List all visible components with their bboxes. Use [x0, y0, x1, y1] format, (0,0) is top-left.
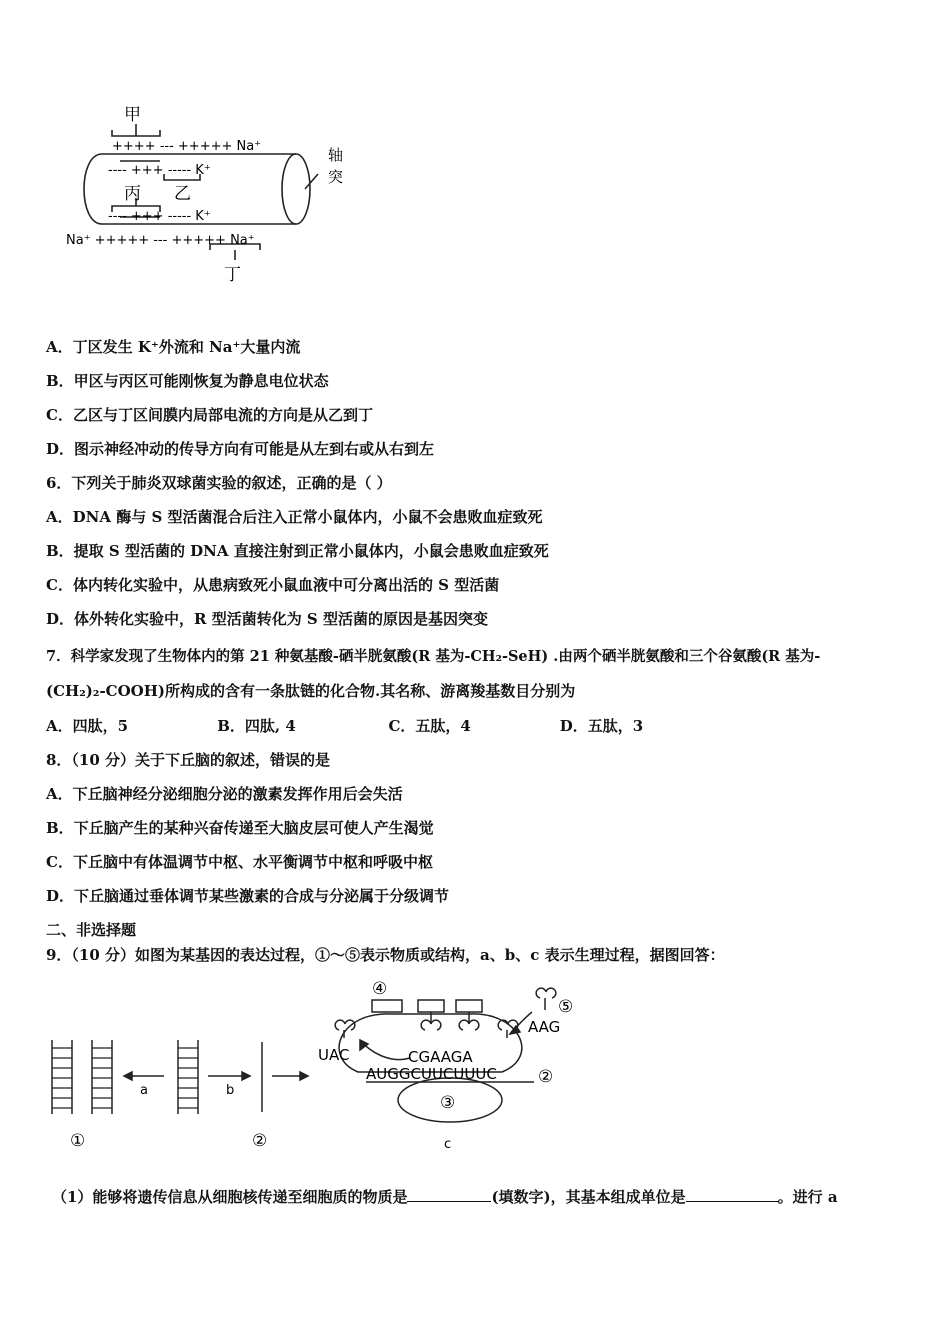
fig2-arrow-a: a — [140, 1083, 148, 1098]
fig2-arrow-b: b — [226, 1083, 235, 1098]
q8-option-c: C．下丘脑中有体温调节中枢、水平衡调节中枢和呼吸中枢 — [46, 853, 433, 871]
q7-option-c: C．五肽，4 — [388, 717, 471, 735]
fig2-num5: ⑤ — [558, 997, 574, 1017]
row1-charges: ++++ --- +++++ Na⁺ — [112, 139, 262, 154]
row4-charges: Na⁺ +++++ --- +++++ Na⁺ — [66, 233, 255, 248]
label-bing: 丙 — [124, 184, 141, 204]
q7-options — [46, 715, 643, 736]
q6-option-c: C．体内转化实验中，从患病致死小鼠血液中可分离出活的 S 型活菌 — [46, 576, 500, 594]
row3-charges: ---- +++ ----- K⁺ — [108, 209, 211, 224]
fig2-num2: ② — [252, 1131, 268, 1151]
axon-label-1: 轴 — [328, 146, 344, 164]
q7-option-a: A．四肽，5 — [46, 717, 129, 735]
fig2-num1: ① — [70, 1131, 86, 1151]
fig2-cgaaga: CGAAGA — [408, 1048, 473, 1066]
q8-option-b: B．下丘脑产生的某种兴奋传递至大脑皮层可使人产生渴觉 — [46, 819, 434, 837]
q5-option-c: C．乙区与丁区间膜内局部电流的方向是从乙到丁 — [46, 406, 373, 424]
q5-option-d: D．图示神经冲动的传导方向有可能是从左到右或从右到左 — [46, 440, 435, 458]
label-yi: 乙 — [174, 184, 191, 204]
q6-option-b: B．提取 S 型活菌的 DNA 直接注射到正常小鼠体内，小鼠会患败血症致死 — [46, 542, 549, 560]
q9-sub1 — [52, 1186, 838, 1207]
gene-expression-diagram — [40, 972, 600, 1157]
fig2-num3: ③ — [440, 1093, 456, 1113]
section-title: 二、非选择题 — [46, 921, 137, 939]
label-ding: 丁 — [224, 265, 241, 285]
axon-label-2: 突 — [328, 168, 344, 186]
q6-option-a: A．DNA 酶与 S 型活菌混合后注入正常小鼠体内，小鼠不会患败血症致死 — [46, 508, 543, 526]
q9-blank-1[interactable] — [407, 1187, 491, 1202]
row2-charges: ---- +++ ----- K⁺ — [108, 163, 211, 178]
fig2-label-c: c — [444, 1137, 452, 1152]
q6-option-d: D．体外转化实验中，R 型活菌转化为 S 型活菌的原因是基因突变 — [46, 610, 488, 628]
q5-option-a: A．丁区发生 K⁺外流和 Na⁺大量内流 — [46, 338, 301, 356]
q8-option-a: A．下丘脑神经分泌细胞分泌的激素发挥作用后会失活 — [46, 785, 403, 803]
q7-stem-line2: (CH₂)₂-COOH)所构成的含有一条肽链的化合物.其名称、游离羧基数目分别为 — [46, 682, 576, 700]
q8-stem: 8．（10 分）关于下丘脑的叙述，错误的是 — [46, 751, 331, 769]
label-jia: 甲 — [124, 105, 141, 125]
q7-option-b: B．四肽, 4 — [217, 717, 296, 735]
q9-stem: 9．（10 分）如图为某基因的表达过程，①～⑤表示物质或结构，a、b、c 表示生理过程，据图回答： — [46, 946, 725, 964]
fig2-num2-right: ② — [538, 1067, 554, 1087]
q8-option-d: D．下丘脑通过垂体调节某些激素的合成与分泌属于分级调节 — [46, 887, 450, 905]
q9-sub1-text-c: 。进行 a — [777, 1188, 838, 1206]
q9-blank-2[interactable] — [686, 1187, 778, 1202]
q6-stem: 6．下列关于肺炎双球菌实验的叙述，正确的是（ ） — [46, 474, 392, 492]
fig2-mrna: AUGGCUUCUUUC — [366, 1065, 497, 1083]
q7-option-d: D．五肽，3 — [559, 717, 644, 735]
fig2-num4: ④ — [372, 979, 388, 999]
axon-diagram — [60, 98, 360, 293]
q7-stem-line1: 7．科学家发现了生物体内的第 21 种氨基酸-硒半胱氨酸(R 基为-CH₂-SeH) .由两个硒半胱氨酸和三个谷氨酸(R 基为- — [46, 648, 821, 665]
q9-sub1-text-b: (填数字)，其基本组成单位是 — [491, 1188, 686, 1206]
q9-sub1-text-a: （1）能够将遗传信息从细胞核传递至细胞质的物质是 — [52, 1188, 408, 1206]
fig2-aag: AAG — [528, 1018, 561, 1036]
fig2-uac: UAC — [318, 1046, 350, 1064]
q5-option-b: B．甲区与丙区可能刚恢复为静息电位状态 — [46, 372, 329, 390]
